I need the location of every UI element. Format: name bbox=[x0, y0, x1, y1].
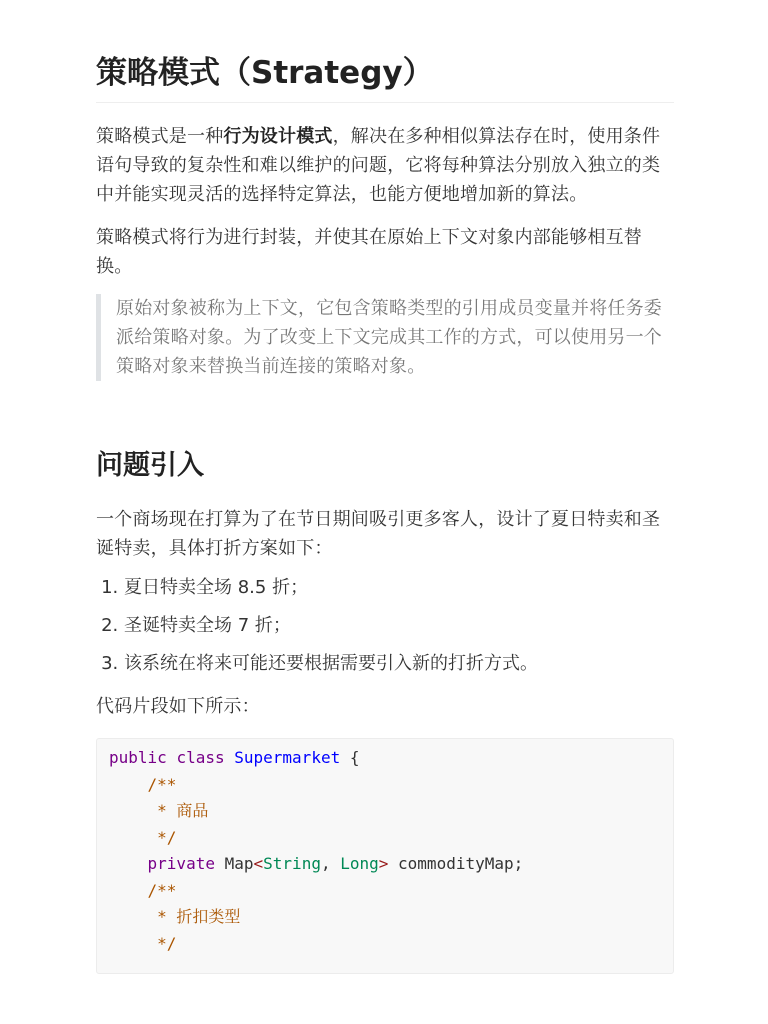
intro-paragraph bbox=[96, 122, 674, 209]
code-keyword: class bbox=[176, 748, 225, 767]
section-paragraph: 一个商场现在打算为了在节日期间吸引更多客人，设计了夏日特卖和圣诞特卖，具体打折方案如下： bbox=[96, 509, 661, 559]
list-item: 2. 圣诞特卖全场 7 折； bbox=[124, 611, 674, 640]
list-item: 1. 夏日特卖全场 8.5 折； bbox=[124, 573, 674, 602]
code-keyword: private bbox=[147, 854, 215, 873]
intro-text-after: ，解决在多种相似算法存在时，使用条件语句导致的复杂性和难以维护的问题，它将每种算法分别放入独立的类中并能实现灵活的选择特定算法，也能方便地增加新的算法。 bbox=[96, 126, 661, 205]
code-comment: * 折扣类型 bbox=[147, 907, 241, 926]
discount-list bbox=[96, 573, 674, 678]
intro-text-before: 策略模式是一种 bbox=[96, 126, 224, 147]
page-title: 策略模式（Strategy） bbox=[96, 44, 674, 103]
code-comment: * 商品 bbox=[147, 801, 209, 820]
paragraph-encapsulation: 策略模式将行为进行封装，并使其在原始上下文对象内部能够相互替换。 bbox=[96, 227, 642, 277]
code-type: Long bbox=[340, 854, 379, 873]
code-content bbox=[109, 745, 673, 957]
list-item: 3. 该系统在将来可能还要根据需要引入新的打折方式。 bbox=[124, 649, 674, 678]
code-intro-text: 代码片段如下所示： bbox=[96, 696, 260, 717]
code-punct: , bbox=[320, 854, 341, 873]
article-content bbox=[96, 44, 674, 974]
code-comment: /** bbox=[147, 880, 177, 900]
code-comment: /** bbox=[147, 774, 177, 794]
blockquote-text: 原始对象被称为上下文，它包含策略类型的引用成员变量并将任务委派给策略对象。为了改变上下文完成其工作的方式，可以使用另一个策略对象来替换当前连接的策略对象。 bbox=[116, 298, 662, 377]
intro-bold-term: 行为设计模式 bbox=[223, 126, 333, 147]
code-class-name: Supermarket bbox=[234, 748, 341, 767]
code-punct: ; bbox=[513, 854, 524, 873]
code-operator: < bbox=[253, 854, 264, 873]
code-operator: > bbox=[378, 854, 389, 873]
code-brace: { bbox=[349, 748, 360, 767]
code-comment: */ bbox=[147, 827, 177, 847]
code-variable: commodityMap bbox=[398, 854, 514, 873]
section-heading: 问题引入 bbox=[96, 450, 204, 481]
blockquote bbox=[96, 294, 674, 381]
code-type: String bbox=[263, 854, 321, 873]
code-block[interactable] bbox=[96, 738, 674, 974]
code-type: Map bbox=[224, 854, 254, 873]
code-keyword: public bbox=[109, 748, 167, 767]
code-comment: */ bbox=[147, 933, 177, 953]
